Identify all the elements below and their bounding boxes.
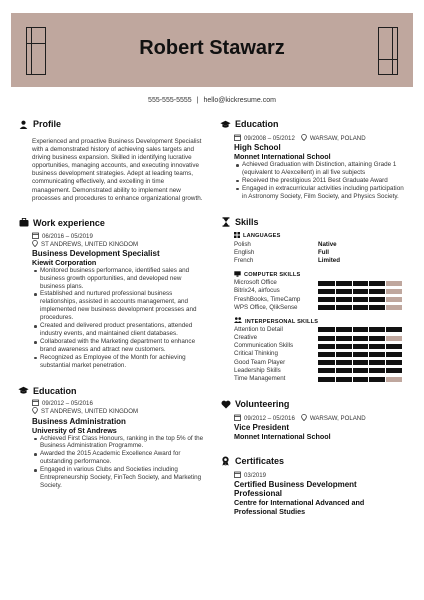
interpersonal-skill-row: Critical Thinking	[234, 350, 406, 358]
certificates-title: Certificates	[235, 456, 285, 467]
graduation-cap-icon	[220, 119, 231, 129]
header-band	[11, 13, 413, 87]
section-title-skills	[220, 216, 406, 228]
skill-bar-tick	[352, 297, 353, 302]
skill-bar-tick	[352, 368, 353, 373]
language-row: French Limited	[234, 256, 341, 264]
skill-bar-tick	[352, 377, 353, 382]
skill-bar-tick	[385, 368, 386, 373]
language-row: Polish Native	[234, 240, 337, 248]
profile-text: Experienced and proactive Business Development Specialist with a demonstrated history of achieving sales targets and driving business expansion. Skilled in identifying lucrative opportunities, managing accounts, and executing innovative business development strategies. Adept at leading teams, communicating effectively, and excelling in time management. Demonstrated ability to implement new processes and procedures to enhance organizational growth.	[32, 138, 203, 202]
list-item: Recognized as Employee of the Month for achieving substantial market penetration.	[32, 354, 204, 370]
list-item: Achieved First Class Honours, ranking in the top 5% of the Business Administration Programme.	[32, 435, 204, 451]
interpersonal-skills-heading: INTERPERSONAL SKILLS	[234, 318, 406, 326]
education-section-left	[18, 385, 204, 490]
skill-bar-tick	[385, 377, 386, 382]
education-bullets-right	[234, 161, 406, 201]
list-item: Achieved Graduation with Distinction, attaining Grade 1 (equivalent to A/excellent) in all five subjects	[234, 161, 406, 177]
skill-bar-fill	[318, 344, 402, 349]
profile-title: Profile	[33, 119, 62, 129]
skill-bar-tick	[352, 289, 353, 294]
computer-skills-list	[234, 279, 406, 312]
list-item: Monitored business performance, identified sales and business growth opportunities, and developed new business plans.	[32, 267, 204, 291]
skill-bar	[318, 336, 402, 341]
volunteering-date-location: 09/2012 – 05/2016 WARSAW, POLAND	[234, 415, 406, 423]
skill-bar	[318, 368, 402, 373]
skill-bar-fill	[318, 352, 402, 357]
skill-bar-tick	[368, 344, 369, 349]
volunteering-role: Vice President	[234, 423, 289, 433]
skill-bar-tick	[385, 360, 386, 365]
contact-line	[0, 97, 424, 104]
skill-bar-tick	[335, 377, 336, 382]
skills-title: Skills	[235, 216, 259, 227]
education-title-right: Education	[235, 119, 279, 129]
skill-bar-tick	[335, 368, 336, 373]
contact-separator: |	[196, 97, 199, 104]
person-icon	[18, 119, 29, 129]
skill-bar	[318, 281, 402, 286]
certificate-name: Certified Business Development Professional	[234, 480, 357, 499]
list-item: Collaborated with the Marketing department to enhance brand awareness and attract new customers.	[32, 338, 204, 354]
education-school-left: University of St Andrews	[32, 425, 117, 435]
skill-bar	[318, 377, 402, 382]
skill-bar	[318, 352, 402, 357]
skill-bar-tick	[368, 327, 369, 332]
job-location: ST ANDREWS, UNITED KINGDOM	[32, 241, 204, 249]
right-column	[220, 118, 406, 516]
skills-section	[220, 216, 406, 384]
skill-bar-tick	[385, 344, 386, 349]
work-experience-section	[18, 217, 204, 370]
computer-skills-heading: COMPUTER SKILLS	[234, 271, 406, 279]
interpersonal-skill-row: Attention to Detail	[234, 326, 406, 334]
skill-bar	[318, 360, 402, 365]
certificate-date: 03/2019	[234, 472, 406, 480]
education-entry-left	[32, 401, 204, 490]
skill-bar-tick	[385, 352, 386, 357]
graduation-cap-icon	[18, 386, 29, 396]
section-title-certificates	[220, 455, 406, 467]
skill-bar-fill	[318, 368, 402, 373]
skill-bar-tick	[352, 344, 353, 349]
skill-bar-tick	[368, 281, 369, 286]
education-title-left: Education	[33, 385, 77, 396]
skill-bar-tick	[352, 336, 353, 341]
volunteering-entry	[234, 415, 406, 441]
skill-bar-tick	[335, 344, 336, 349]
briefcase-icon	[18, 218, 29, 228]
skill-bar-tick	[385, 305, 386, 310]
job-bullets	[32, 267, 204, 370]
work-title: Work experience	[33, 217, 105, 228]
language-row: English Full	[234, 248, 329, 256]
skill-bar-tick	[352, 327, 353, 332]
skill-bar-tick	[368, 360, 369, 365]
skill-bar-tick	[335, 352, 336, 357]
skill-bar-tick	[335, 281, 336, 286]
certificates-section	[220, 455, 406, 516]
skill-bar	[318, 344, 402, 349]
skill-bar-tick	[335, 360, 336, 365]
skill-bar-tick	[385, 336, 386, 341]
computer-skill-row: Microsoft Office	[234, 279, 406, 287]
skill-bar-tick	[368, 352, 369, 357]
skill-bar-tick	[385, 281, 386, 286]
computer-skill-row: Bitrix24, airfocus	[234, 287, 406, 295]
computer-skill-row: FreshBooks, TimeCamp	[234, 295, 406, 303]
job-entry	[32, 233, 204, 370]
hourglass-icon	[220, 217, 231, 227]
phone-number: 555-555-5555	[148, 97, 192, 104]
skill-bar	[318, 327, 402, 332]
skill-bar-tick	[368, 336, 369, 341]
skill-bar-tick	[385, 297, 386, 302]
interpersonal-skills-list	[234, 326, 406, 383]
interpersonal-skill-row: Good Team Player	[234, 359, 406, 367]
volunteering-title: Volunteering	[235, 399, 290, 410]
job-position: Business Development Specialist	[32, 248, 160, 258]
skill-bar-tick	[385, 327, 386, 332]
location-pin-icon	[301, 414, 307, 424]
section-title-work	[18, 217, 204, 229]
list-item: Established and nurtured professional business relationships, assisted in accounts management, and implemented new business development processes and procedures.	[32, 290, 204, 322]
volunteering-org: Monnet International School	[234, 432, 331, 442]
interpersonal-skill-row: Leadership Skills	[234, 367, 406, 375]
skill-bar-tick	[352, 305, 353, 310]
skill-bar-tick	[352, 360, 353, 365]
left-column	[18, 118, 204, 490]
certificate-entry	[234, 472, 406, 516]
certificate-org: Centre for International Advanced and Professional Studies	[234, 498, 365, 517]
email-address[interactable]: hello@kickresume.com	[203, 97, 276, 104]
job-company: Kiewit Corporation	[32, 257, 97, 267]
skills-body	[234, 233, 406, 384]
skill-bar	[318, 289, 402, 294]
education-section-right	[220, 118, 406, 201]
list-item: Received the prestigious 2011 Best Graduate Award	[234, 177, 406, 185]
skill-bar-tick	[352, 281, 353, 286]
skill-bar-tick	[368, 305, 369, 310]
computer-skill-row: WPS Office, QlikSense	[234, 304, 406, 312]
education-date-location-right: 09/2008 – 05/2012 WARSAW, POLAND	[234, 135, 406, 143]
interpersonal-skill-row: Communication Skills	[234, 342, 406, 350]
list-item: Created and delivered product presentations, attended industry events, and maintained client databases.	[32, 322, 204, 338]
job-dates: 06/2016 – 05/2019	[32, 233, 204, 241]
skill-bar-tick	[335, 297, 336, 302]
skill-bar-tick	[335, 336, 336, 341]
languages-heading: LANGUAGES	[234, 233, 406, 241]
skill-bar-fill	[318, 360, 402, 365]
skill-bar	[318, 305, 402, 310]
location-pin-icon	[301, 134, 307, 144]
skill-bar-fill	[318, 327, 402, 332]
skill-bar	[318, 297, 402, 302]
skill-bar-tick	[368, 289, 369, 294]
award-icon	[220, 456, 231, 466]
skill-bar-tick	[335, 289, 336, 294]
volunteering-section	[220, 398, 406, 441]
education-degree-right: High School	[234, 143, 281, 152]
section-title-education-right	[220, 118, 406, 130]
skill-bar-tick	[368, 297, 369, 302]
education-location-left: ST ANDREWS, UNITED KINGDOM	[32, 409, 204, 417]
education-bullets-left	[32, 435, 204, 490]
candidate-name: Robert Stawarz	[139, 37, 285, 59]
skill-bar-tick	[335, 305, 336, 310]
education-school-right: Monnet International School	[234, 152, 331, 161]
skill-bar-tick	[368, 368, 369, 373]
interpersonal-skill-row: Time Management	[234, 375, 406, 383]
skill-bar-tick	[352, 352, 353, 357]
list-item: Awarded the 2015 Academic Excellence Award for outstanding performance.	[32, 450, 204, 466]
list-item: Engaged in extracurricular activities including participation in Astronomy Society, Film Society, and Physics Society.	[234, 185, 406, 201]
skill-bar-tick	[385, 289, 386, 294]
section-title-profile	[18, 118, 204, 130]
education-entry-right	[234, 135, 406, 201]
profile-section	[18, 118, 204, 203]
section-title-volunteering	[220, 398, 406, 410]
section-title-education-left	[18, 385, 204, 397]
education-degree-left: Business Administration	[32, 416, 126, 426]
skill-bar-tick	[335, 327, 336, 332]
education-dates-left: 09/2012 – 05/2016	[32, 401, 204, 409]
list-item: Engaged in various Clubs and Societies including Entrepreneurship Society, FinTech Society, and Marketing Society.	[32, 466, 204, 490]
interpersonal-skill-row: Creative	[234, 334, 406, 342]
skill-bar-tick	[368, 377, 369, 382]
heart-icon	[220, 399, 231, 409]
